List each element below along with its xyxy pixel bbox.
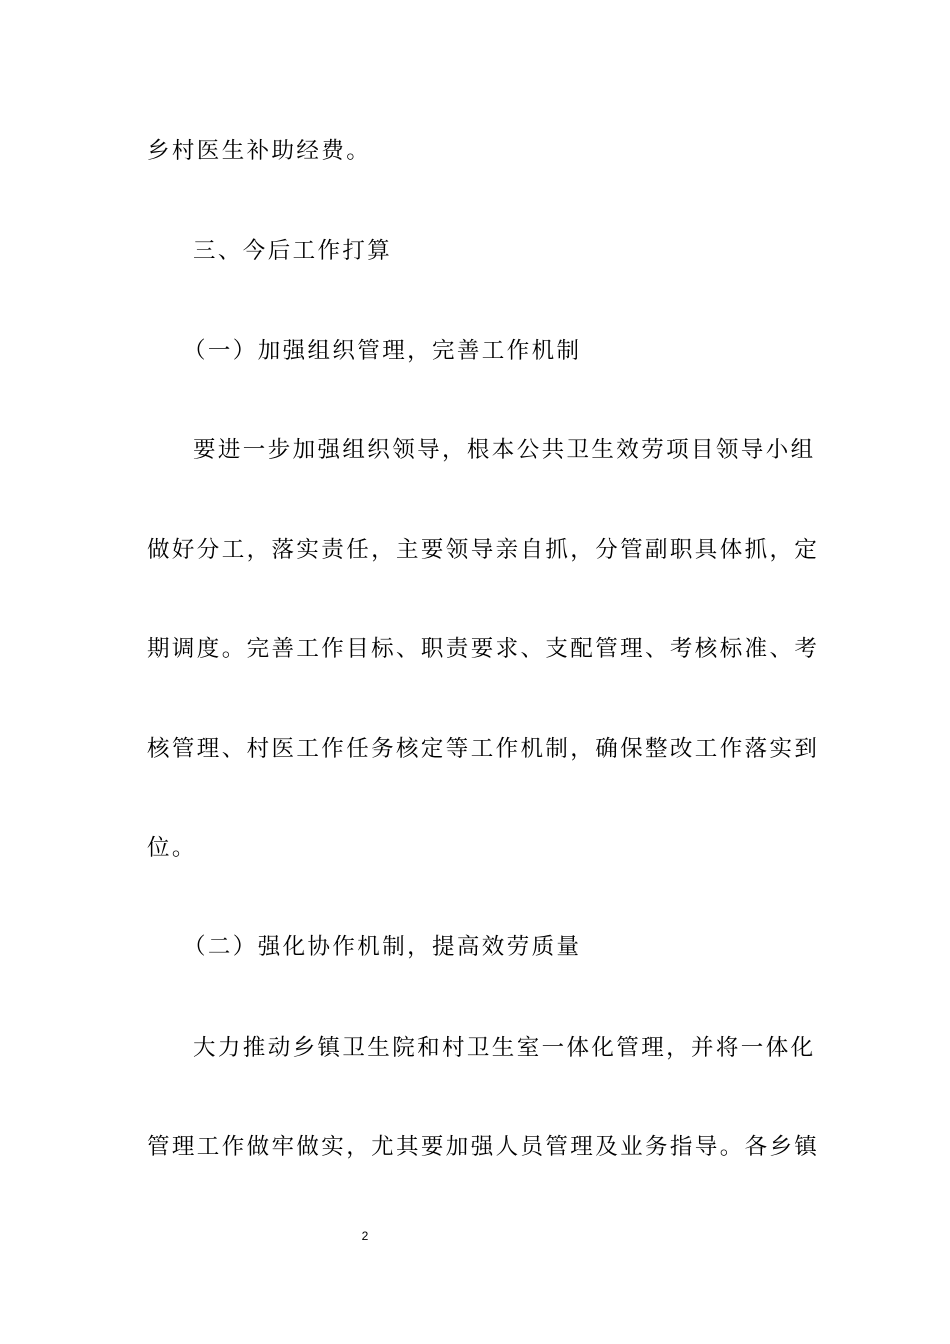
- text-line: 要进一步加强组织领导，根本公共卫生效劳项目领导小组: [193, 437, 816, 463]
- section-heading: 三、今后工作打算: [193, 238, 393, 264]
- text-line: 乡村医生补助经费。: [147, 138, 372, 164]
- text-line: 管理工作做牢做实，尤其要加强人员管理及业务指导。各乡镇: [147, 1134, 820, 1160]
- subsection-heading: （一）加强组织管理，完善工作机制: [183, 338, 582, 364]
- subsection-heading: （二）强化协作机制，提高效劳质量: [183, 934, 582, 960]
- text-line: 位。: [147, 835, 197, 861]
- page-number: 2: [361, 1229, 369, 1243]
- text-line: 期调度。完善工作目标、职责要求、支配管理、考核标准、考: [147, 636, 820, 662]
- text-line: 核管理、村医工作任务核定等工作机制，确保整改工作落实到: [147, 736, 820, 762]
- text-line: 大力推动乡镇卫生院和村卫生室一体化管理，并将一体化: [193, 1035, 816, 1061]
- text-line: 做好分工，落实责任，主要领导亲自抓，分管副职具体抓，定: [147, 537, 820, 563]
